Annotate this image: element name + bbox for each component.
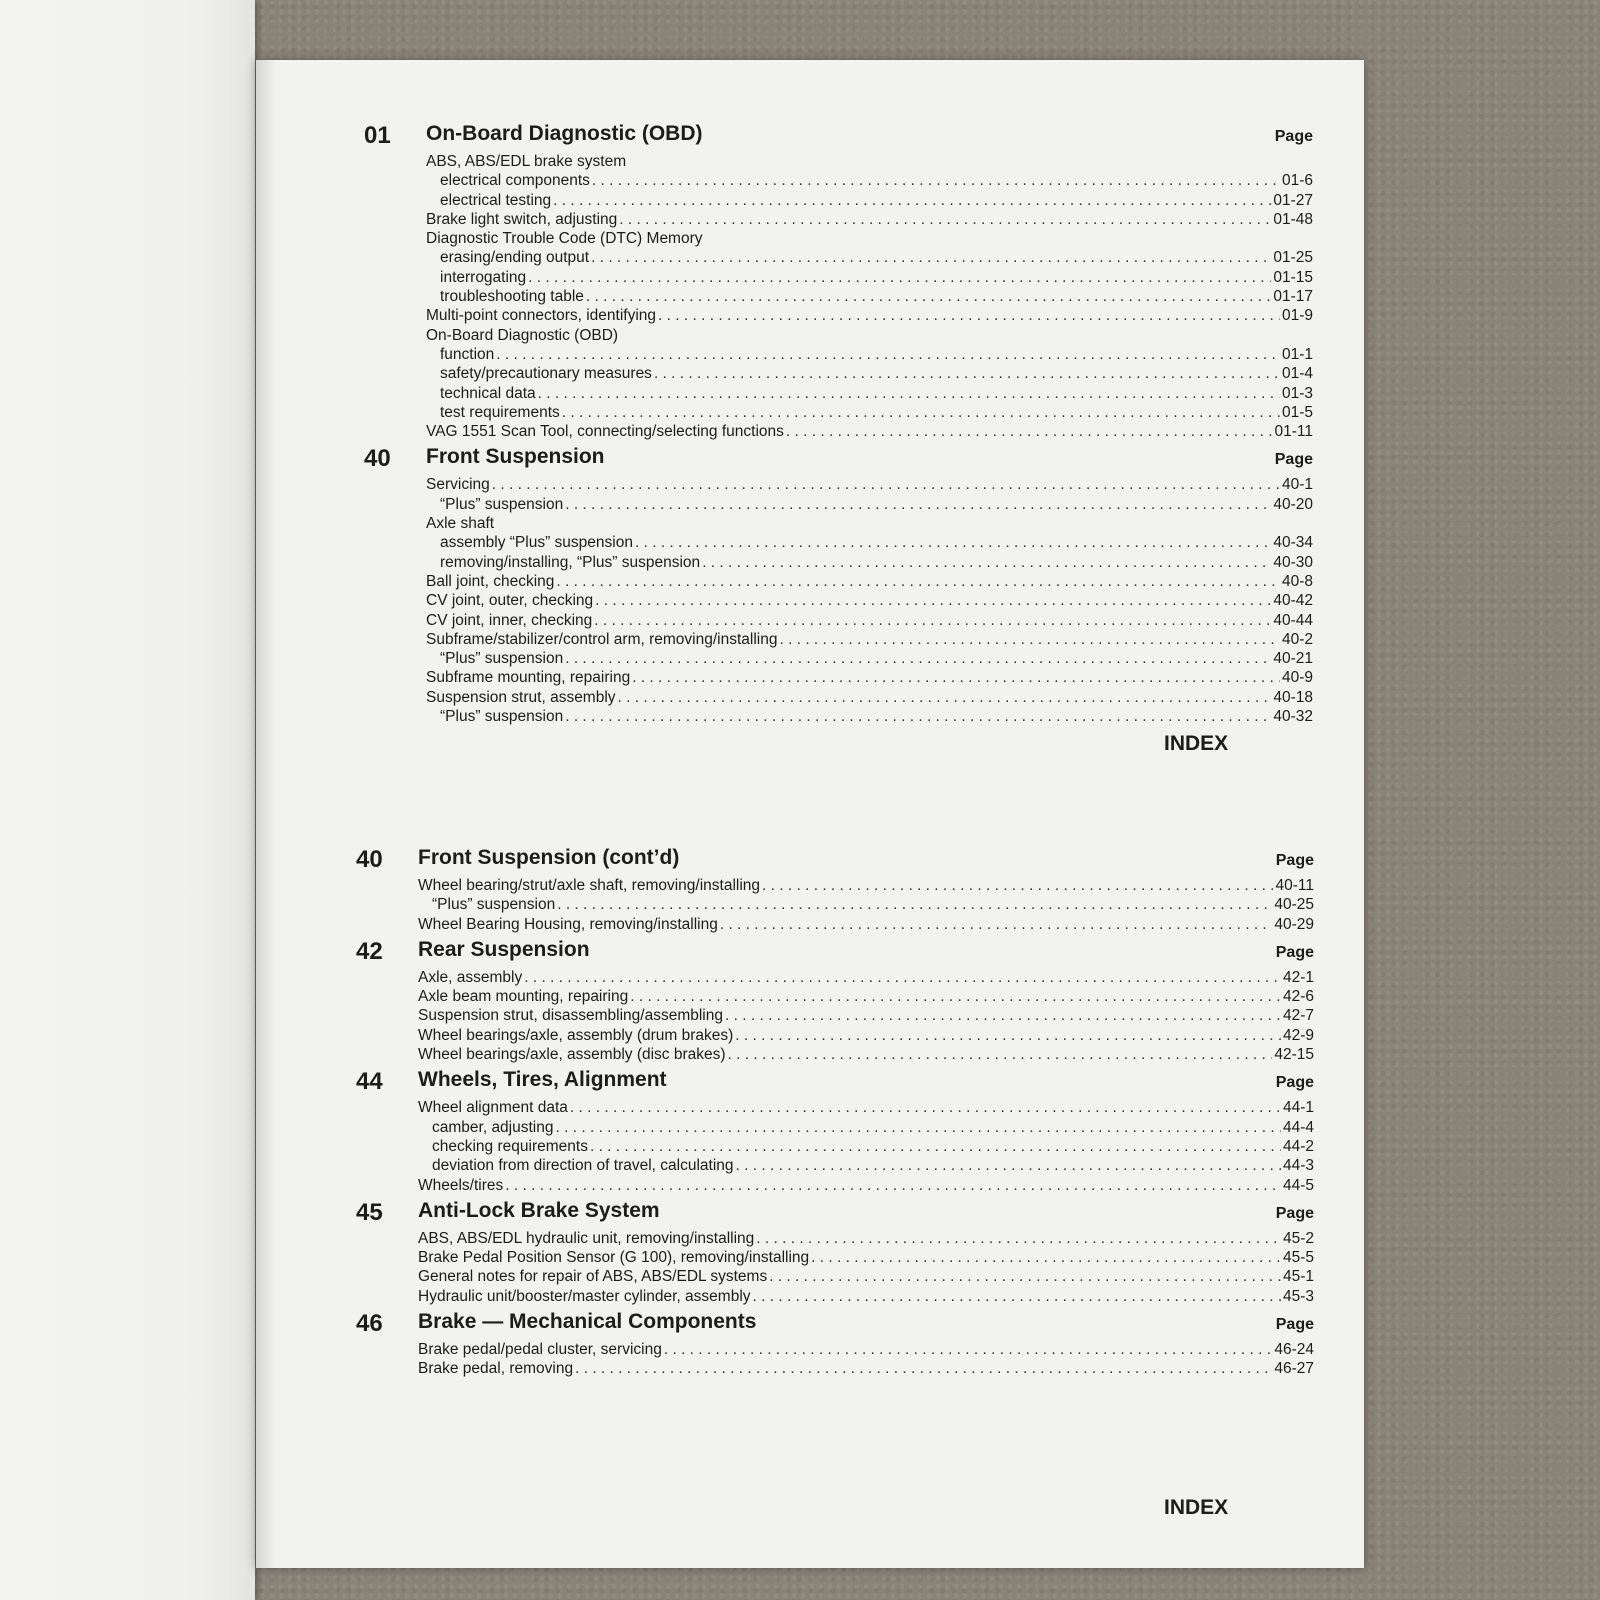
dot-leader bbox=[496, 345, 1280, 364]
entry-page-number: 01-25 bbox=[1273, 249, 1313, 267]
entry-page-number: 42-9 bbox=[1282, 1026, 1314, 1044]
index-entry bbox=[418, 1248, 1314, 1267]
dot-leader bbox=[725, 1006, 1281, 1025]
entry-text: checking requirements bbox=[432, 1137, 588, 1155]
section-title: Wheels, Tires, Alignment bbox=[418, 1068, 667, 1092]
index-entry bbox=[418, 876, 1314, 895]
dot-leader bbox=[735, 1026, 1281, 1045]
index-entry bbox=[418, 895, 1314, 914]
entry-text: deviation from direction of travel, calculating bbox=[432, 1157, 734, 1175]
entry-page-number: 42-1 bbox=[1282, 968, 1314, 986]
dot-leader bbox=[538, 384, 1280, 403]
index-entry bbox=[426, 514, 1313, 533]
index-entry bbox=[426, 611, 1313, 630]
section-title: Brake — Mechanical Components bbox=[418, 1310, 757, 1334]
dot-leader bbox=[586, 287, 1271, 306]
index-page bbox=[256, 60, 1364, 1568]
index-entry bbox=[426, 649, 1313, 668]
section-number: 40 bbox=[356, 846, 383, 873]
entry-page-number: 42-6 bbox=[1282, 988, 1314, 1006]
index-entry bbox=[426, 268, 1313, 287]
section-header bbox=[356, 846, 1314, 876]
entry-text: Brake Pedal Position Sensor (G 100), removing/installing bbox=[418, 1249, 810, 1267]
index-entry bbox=[426, 591, 1313, 610]
section-40 bbox=[364, 445, 1313, 726]
entry-text: CV joint, inner, checking bbox=[426, 611, 593, 629]
dot-leader bbox=[811, 1248, 1281, 1267]
entry-page-number: 40-9 bbox=[1281, 669, 1313, 687]
page-column-header: Page bbox=[1275, 1204, 1314, 1222]
entry-text: ABS, ABS/EDL brake system bbox=[426, 153, 627, 170]
entry-text: removing/installing, “Plus” suspension bbox=[440, 553, 701, 571]
entry-text: Axle beam mounting, repairing bbox=[418, 988, 629, 1006]
entry-text: Subframe mounting, repairing bbox=[426, 669, 631, 687]
entry-text: “Plus” suspension bbox=[440, 495, 564, 513]
dot-leader bbox=[570, 1098, 1281, 1117]
entry-page-number: 45-1 bbox=[1282, 1268, 1314, 1286]
entry-page-number: 40-32 bbox=[1273, 708, 1313, 726]
dot-leader bbox=[664, 1340, 1273, 1359]
index-entry bbox=[426, 210, 1313, 229]
entry-text: function bbox=[440, 345, 495, 363]
entry-text: “Plus” suspension bbox=[440, 708, 564, 726]
entry-page-number: 01-27 bbox=[1273, 191, 1313, 209]
section-40 bbox=[356, 846, 1314, 934]
index-entry bbox=[426, 422, 1313, 441]
dot-leader bbox=[591, 248, 1271, 267]
index-entry bbox=[426, 306, 1313, 325]
section-header bbox=[364, 445, 1313, 475]
entry-text: On-Board Diagnostic (OBD) bbox=[426, 326, 619, 344]
entry-page-number: 40-20 bbox=[1273, 495, 1313, 513]
entry-page-number: 40-42 bbox=[1273, 592, 1313, 610]
facing-blank-page bbox=[0, 0, 255, 1600]
entry-text: troubleshooting table bbox=[440, 288, 584, 306]
section-42 bbox=[356, 937, 1314, 1064]
entry-text: Multi-point connectors, identifying bbox=[426, 307, 657, 325]
dot-leader bbox=[594, 611, 1271, 630]
entry-text: CV joint, outer, checking bbox=[426, 592, 594, 610]
index-entry bbox=[426, 553, 1313, 572]
dot-leader bbox=[654, 364, 1280, 383]
dot-leader bbox=[658, 306, 1280, 325]
index-entry bbox=[418, 1118, 1314, 1137]
entry-text: “Plus” suspension bbox=[432, 896, 556, 914]
dot-leader bbox=[575, 1359, 1272, 1378]
index-entry bbox=[426, 707, 1313, 726]
entry-text: erasing/ending output bbox=[440, 249, 590, 267]
entry-text: electrical testing bbox=[440, 191, 552, 209]
dot-leader bbox=[762, 876, 1273, 895]
section-header bbox=[364, 122, 1313, 152]
entry-page-number: 01-11 bbox=[1274, 423, 1313, 441]
dot-leader bbox=[565, 707, 1271, 726]
index-block-top bbox=[364, 122, 1313, 730]
section-title: Anti-Lock Brake System bbox=[418, 1198, 660, 1222]
entry-text: assembly “Plus” suspension bbox=[440, 534, 633, 552]
entry-page-number: 01-9 bbox=[1281, 307, 1313, 325]
entry-page-number: 46-24 bbox=[1274, 1341, 1314, 1359]
entry-page-number: 40-29 bbox=[1274, 915, 1314, 933]
entry-page-number: 45-5 bbox=[1282, 1249, 1314, 1267]
entry-page-number: 01-48 bbox=[1273, 210, 1313, 228]
dot-leader bbox=[556, 572, 1280, 591]
index-entry bbox=[426, 533, 1313, 552]
entry-page-number: 46-27 bbox=[1274, 1360, 1314, 1378]
section-46 bbox=[356, 1310, 1314, 1379]
entry-page-number: 45-3 bbox=[1282, 1287, 1314, 1305]
entry-text: technical data bbox=[440, 384, 536, 402]
index-entry bbox=[426, 364, 1313, 383]
entry-page-number: 40-1 bbox=[1281, 476, 1313, 494]
index-entry bbox=[426, 345, 1313, 364]
index-label-top: INDEX bbox=[1164, 732, 1229, 755]
index-entry bbox=[426, 668, 1313, 687]
dot-leader bbox=[786, 422, 1273, 441]
entry-page-number: 44-4 bbox=[1282, 1118, 1314, 1136]
index-entry bbox=[418, 1267, 1314, 1286]
dot-leader bbox=[728, 1045, 1273, 1064]
index-entry bbox=[418, 1176, 1314, 1195]
index-entry bbox=[418, 1229, 1314, 1248]
dot-leader bbox=[590, 1137, 1281, 1156]
index-entry bbox=[426, 495, 1313, 514]
dot-leader bbox=[565, 495, 1271, 514]
entry-text: camber, adjusting bbox=[432, 1118, 554, 1136]
dot-leader bbox=[753, 1287, 1281, 1306]
section-header bbox=[356, 1198, 1314, 1229]
index-entry bbox=[418, 987, 1314, 1006]
section-45 bbox=[356, 1198, 1314, 1306]
entry-text: Wheel alignment data bbox=[418, 1099, 568, 1117]
dot-leader bbox=[769, 1267, 1281, 1286]
index-entry bbox=[418, 1137, 1314, 1156]
index-entry bbox=[426, 688, 1313, 707]
dot-leader bbox=[635, 533, 1271, 552]
section-title: On-Board Diagnostic (OBD) bbox=[426, 122, 703, 145]
entry-page-number: 40-34 bbox=[1273, 534, 1313, 552]
dot-leader bbox=[720, 915, 1273, 934]
section-number: 46 bbox=[356, 1310, 383, 1338]
index-label-bottom: INDEX bbox=[1164, 1496, 1229, 1519]
section-number: 44 bbox=[356, 1068, 383, 1096]
entry-page-number: 42-15 bbox=[1274, 1046, 1314, 1064]
entry-page-number: 42-7 bbox=[1282, 1007, 1314, 1025]
dot-leader bbox=[492, 475, 1280, 494]
entry-page-number: 44-2 bbox=[1282, 1137, 1314, 1155]
dot-leader bbox=[565, 649, 1271, 668]
section-number: 40 bbox=[364, 445, 391, 473]
index-entry bbox=[426, 248, 1313, 267]
entry-text: Brake pedal/pedal cluster, servicing bbox=[418, 1341, 662, 1359]
index-entry bbox=[426, 171, 1313, 190]
entry-text: VAG 1551 Scan Tool, connecting/selecting functions bbox=[426, 423, 784, 441]
entry-text: ABS, ABS/EDL hydraulic unit, removing/installing bbox=[418, 1229, 755, 1247]
entry-text: Servicing bbox=[426, 476, 490, 494]
dot-leader bbox=[553, 191, 1271, 210]
entry-page-number: 01-4 bbox=[1281, 365, 1313, 383]
page-column-header: Page bbox=[1274, 128, 1313, 145]
page-column-header: Page bbox=[1274, 451, 1313, 469]
section-title: Rear Suspension bbox=[418, 937, 590, 961]
entry-page-number: 01-15 bbox=[1273, 268, 1313, 286]
entry-text: Wheel Bearing Housing, removing/installing bbox=[418, 915, 718, 933]
index-entry bbox=[426, 630, 1313, 649]
index-entry bbox=[418, 915, 1314, 934]
entry-page-number: 01-1 bbox=[1281, 345, 1313, 363]
entry-page-number: 44-3 bbox=[1282, 1157, 1314, 1175]
section-01 bbox=[364, 122, 1313, 441]
page-column-header: Page bbox=[1275, 1074, 1314, 1092]
entry-text: Wheels/tires bbox=[418, 1176, 504, 1194]
section-title: Front Suspension (cont’d) bbox=[418, 846, 680, 869]
entry-text: Ball joint, checking bbox=[426, 572, 555, 590]
dot-leader bbox=[630, 987, 1281, 1006]
dot-leader bbox=[595, 591, 1271, 610]
dot-leader bbox=[505, 1176, 1281, 1195]
index-entry bbox=[426, 403, 1313, 422]
entry-page-number: 01-17 bbox=[1273, 288, 1313, 306]
section-header bbox=[356, 937, 1314, 968]
entry-page-number: 01-3 bbox=[1281, 384, 1313, 402]
dot-leader bbox=[562, 403, 1280, 422]
index-entry bbox=[426, 384, 1313, 403]
section-44 bbox=[356, 1068, 1314, 1194]
index-entry bbox=[418, 1098, 1314, 1117]
entry-page-number: 40-18 bbox=[1273, 688, 1313, 706]
dot-leader bbox=[779, 630, 1279, 649]
entry-text: General notes for repair of ABS, ABS/EDL systems bbox=[418, 1268, 768, 1286]
index-entry bbox=[418, 1340, 1314, 1359]
dot-leader bbox=[618, 688, 1272, 707]
index-entry bbox=[418, 1156, 1314, 1175]
index-entry bbox=[418, 1045, 1314, 1064]
entry-text: Suspension strut, assembly bbox=[426, 688, 616, 706]
entry-page-number: 40-30 bbox=[1273, 553, 1313, 571]
entry-page-number: 44-1 bbox=[1282, 1099, 1314, 1117]
entry-text: Diagnostic Trouble Code (DTC) Memory bbox=[426, 230, 703, 248]
dot-leader bbox=[524, 968, 1281, 987]
entry-page-number: 40-11 bbox=[1275, 877, 1314, 894]
section-header bbox=[356, 1068, 1314, 1098]
index-entry bbox=[418, 1026, 1314, 1045]
entry-page-number: 40-2 bbox=[1281, 630, 1313, 648]
index-entry bbox=[426, 572, 1313, 591]
entry-text: Subframe/stabilizer/control arm, removing/installing bbox=[426, 630, 778, 648]
entry-text: Wheel bearings/axle, assembly (disc brakes) bbox=[418, 1046, 726, 1064]
index-entry bbox=[426, 287, 1313, 306]
entry-text: Wheel bearings/axle, assembly (drum brakes) bbox=[418, 1026, 734, 1044]
index-entry bbox=[418, 968, 1314, 987]
entry-text: interrogating bbox=[440, 268, 527, 286]
index-block-bottom bbox=[356, 846, 1314, 1383]
page-column-header: Page bbox=[1275, 943, 1314, 961]
entry-page-number: 01-5 bbox=[1281, 403, 1313, 421]
index-entry bbox=[418, 1006, 1314, 1025]
section-title: Front Suspension bbox=[426, 445, 605, 469]
index-entry bbox=[426, 229, 1313, 248]
entry-page-number: 44-5 bbox=[1282, 1176, 1314, 1194]
dot-leader bbox=[557, 895, 1272, 914]
entry-text: electrical components bbox=[440, 172, 590, 190]
dot-leader bbox=[756, 1229, 1281, 1248]
entry-page-number: 45-2 bbox=[1282, 1229, 1314, 1247]
dot-leader bbox=[592, 171, 1280, 190]
page-column-header: Page bbox=[1275, 852, 1314, 869]
entry-text: Wheel bearing/strut/axle shaft, removing/installing bbox=[418, 877, 761, 894]
index-entry bbox=[418, 1359, 1314, 1378]
entry-page-number: 40-8 bbox=[1281, 572, 1313, 590]
entry-text: Axle shaft bbox=[426, 515, 495, 533]
index-entry bbox=[426, 191, 1313, 210]
page-gutter-shadow bbox=[256, 60, 276, 1568]
dot-leader bbox=[556, 1118, 1281, 1137]
section-header bbox=[356, 1310, 1314, 1340]
index-entry bbox=[426, 152, 1313, 171]
entry-text: Brake pedal, removing bbox=[418, 1360, 574, 1378]
entry-text: Brake light switch, adjusting bbox=[426, 210, 618, 228]
entry-text: test requirements bbox=[440, 403, 560, 421]
entry-text: safety/precautionary measures bbox=[440, 365, 652, 383]
entry-page-number: 40-25 bbox=[1274, 896, 1314, 914]
entry-page-number: 40-21 bbox=[1273, 650, 1313, 668]
entry-text: “Plus” suspension bbox=[440, 650, 564, 668]
entry-page-number: 40-44 bbox=[1273, 611, 1313, 629]
section-number: 42 bbox=[356, 937, 383, 965]
index-entry bbox=[426, 475, 1313, 494]
section-number: 45 bbox=[356, 1198, 383, 1226]
section-number: 01 bbox=[364, 122, 391, 149]
entry-text: Suspension strut, disassembling/assembling bbox=[418, 1007, 723, 1025]
dot-leader bbox=[702, 553, 1271, 572]
entry-text: Axle, assembly bbox=[418, 968, 523, 986]
dot-leader bbox=[632, 668, 1280, 687]
entry-page-number: 01-6 bbox=[1281, 172, 1313, 190]
dot-leader bbox=[619, 210, 1271, 229]
index-entry bbox=[418, 1287, 1314, 1306]
page-column-header: Page bbox=[1275, 1316, 1314, 1334]
index-entry bbox=[426, 326, 1313, 345]
dot-leader bbox=[528, 268, 1271, 287]
dot-leader bbox=[736, 1156, 1281, 1175]
entry-text: Hydraulic unit/booster/master cylinder, assembly bbox=[418, 1287, 751, 1305]
